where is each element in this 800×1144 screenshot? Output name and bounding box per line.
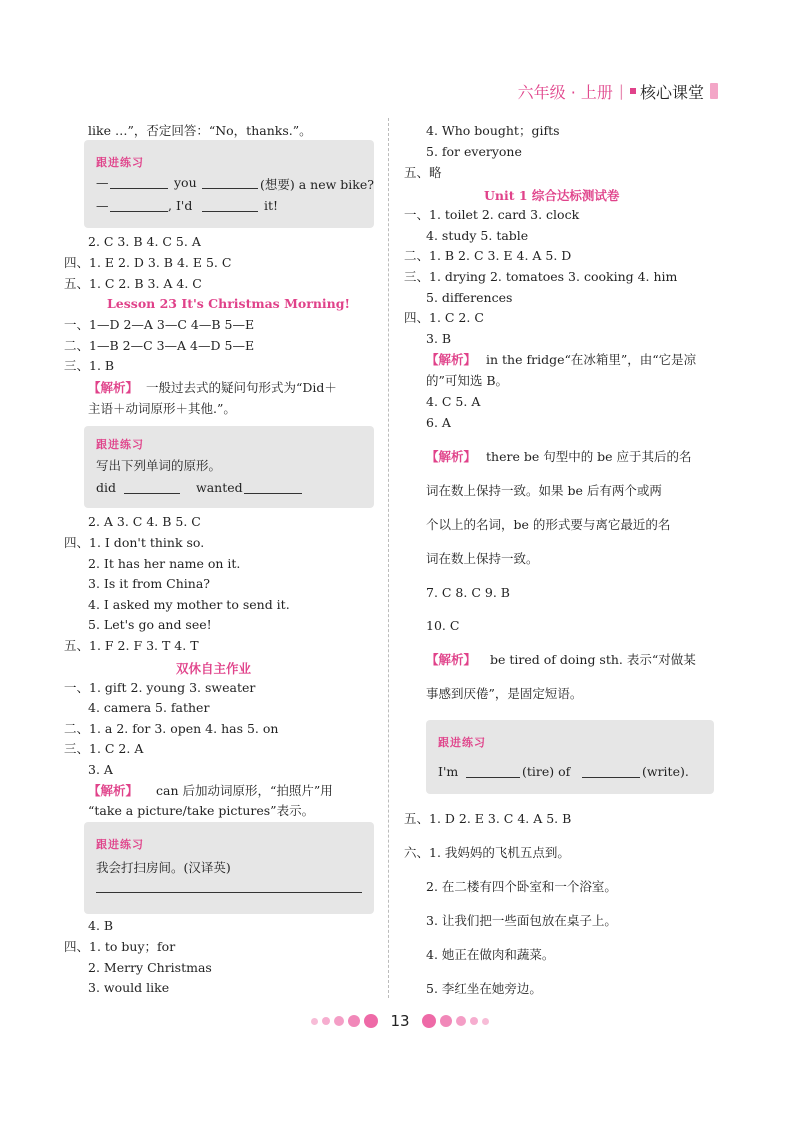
answer-line: 三、1. drying 2. tomatoes 3. cooking 4. him	[404, 269, 678, 284]
practice-line: (tire) of	[522, 764, 571, 779]
practice-line: (想要) a new bike?	[260, 177, 374, 192]
dot-icon	[364, 1014, 378, 1028]
answer-blank[interactable]	[96, 892, 362, 893]
answer-blank[interactable]	[466, 777, 520, 778]
header-bar-icon	[710, 83, 718, 99]
answer-line: 五、1. F 2. F 3. T 4. T	[64, 638, 199, 653]
answer-line: 四、1. I don't think so.	[64, 535, 205, 550]
answer-line: 一、1—D 2—A 3—C 4—B 5—E	[64, 317, 255, 332]
answer-line: 2. Merry Christmas	[88, 960, 212, 975]
answer-line: 2. It has her name on it.	[88, 556, 241, 571]
answer-line: 一般过去式的疑问句形式为“Did＋	[146, 380, 337, 395]
practice-box-3	[84, 822, 374, 914]
practice-box-title: 跟进练习	[438, 736, 486, 749]
answer-line: 六、1. 我妈妈的飞机五点到。	[404, 845, 570, 860]
answer-line: 二、1. B 2. C 3. E 4. A 5. D	[404, 248, 572, 263]
answer-line: 4. Who bought；gifts	[426, 123, 560, 138]
answer-line: “take a picture/take pictures”表示。	[88, 803, 315, 818]
answer-line: 3. A	[88, 762, 113, 777]
answer-line: 词在数上保持一致。	[426, 551, 539, 566]
answer-line: 五、1. D 2. E 3. C 4. A 5. B	[404, 811, 572, 826]
answer-line: 6. A	[426, 415, 451, 430]
answer-blank[interactable]	[124, 493, 180, 494]
practice-line: did	[96, 480, 117, 495]
practice-line: —	[96, 198, 109, 213]
answer-line: 二、1. a 2. for 3. open 4. has 5. on	[64, 721, 279, 736]
dot-icon	[440, 1015, 452, 1027]
answer-line: 5. differences	[426, 290, 513, 305]
answer-line: 3. 让我们把一些面包放在桌子上。	[426, 913, 617, 928]
section-heading: Unit 1 综合达标测试卷	[484, 188, 620, 203]
dot-icon	[482, 1018, 489, 1025]
header-separator: |	[618, 82, 624, 100]
answer-blank[interactable]	[244, 493, 302, 494]
answer-line: 二、1—B 2—C 3—A 4—D 5—E	[64, 338, 255, 353]
section-heading: 双休自主作业	[176, 661, 252, 676]
answer-line: 5. 李红坐在她旁边。	[426, 981, 542, 996]
practice-line: , I'd	[168, 198, 193, 213]
answer-line: 一、1. gift 2. young 3. sweater	[64, 680, 256, 695]
answer-line: like …”，否定回答：“No，thanks.”。	[88, 123, 312, 138]
answer-line: 3. B	[426, 331, 452, 346]
answer-line: 7. C 8. C 9. B	[426, 585, 510, 600]
answer-line: 4. I asked my mother to send it.	[88, 597, 290, 612]
answer-line: 主语＋动词原形＋其他.”。	[88, 401, 236, 416]
dot-icon	[322, 1017, 330, 1025]
answer-line: 2. C 3. B 4. C 5. A	[88, 234, 201, 249]
answer-line: 5. for everyone	[426, 144, 522, 159]
practice-box-title: 跟进练习	[96, 838, 144, 851]
analysis-tag: 【解析】	[426, 352, 477, 367]
analysis-tag: 【解析】	[426, 449, 477, 464]
answer-line: 3. Is it from China?	[88, 576, 210, 591]
practice-line: 我会打扫房间。(汉译英)	[96, 860, 231, 875]
practice-line: you	[174, 175, 197, 190]
practice-box-title: 跟进练习	[96, 438, 144, 451]
answer-line: there be 句型中的 be 应于其后的名	[486, 449, 692, 464]
answer-line: 4. C 5. A	[426, 394, 481, 409]
answer-blank[interactable]	[582, 777, 640, 778]
practice-line: —	[96, 175, 109, 190]
analysis-tag: 【解析】	[426, 652, 477, 667]
answer-line: 4. 她正在做肉和蔬菜。	[426, 947, 555, 962]
answer-line: in the fridge“在冰箱里”，由“它是凉	[486, 352, 697, 367]
answer-line: 三、1. B	[64, 358, 115, 373]
header-title: 核心课堂	[639, 82, 704, 102]
answer-line: 三、1. C 2. A	[64, 741, 144, 756]
header-square-icon	[630, 88, 636, 94]
practice-box-4	[426, 720, 714, 794]
page-header	[518, 80, 718, 102]
header-grade: 六年级 · 上册	[517, 82, 613, 102]
answer-line: 四、1. to buy；for	[64, 939, 176, 954]
answer-blank[interactable]	[110, 211, 168, 212]
answer-line: 一、1. toilet 2. card 3. clock	[404, 207, 580, 222]
answer-line: 五、1. C 2. B 3. A 4. C	[64, 276, 202, 291]
practice-box-1	[84, 140, 374, 228]
analysis-tag: 【解析】	[88, 380, 139, 395]
answer-line: 4. camera 5. father	[88, 700, 210, 715]
answer-line: 个以上的名词，be 的形式要与离它最近的名	[426, 517, 671, 532]
dot-icon	[470, 1017, 478, 1025]
answer-line: 2. 在二楼有四个卧室和一个浴室。	[426, 879, 617, 894]
practice-line: it!	[264, 198, 279, 213]
dot-icon	[422, 1014, 436, 1028]
answer-line: 的”可知选 B。	[426, 373, 509, 388]
answer-line: 事感到厌倦”，是固定短语。	[426, 686, 583, 701]
dot-icon	[348, 1015, 360, 1027]
answer-line: 2. A 3. C 4. B 5. C	[88, 514, 201, 529]
answer-line: 10. C	[426, 618, 460, 633]
page-footer	[0, 1012, 800, 1030]
answer-line: be tired of doing sth. 表示“对做某	[490, 652, 696, 667]
dot-icon	[456, 1016, 466, 1026]
analysis-tag: 【解析】	[88, 783, 139, 798]
answer-line: 5. Let's go and see!	[88, 617, 212, 632]
practice-box-title: 跟进练习	[96, 156, 144, 169]
practice-box-2	[84, 426, 374, 508]
answer-line: 4. B	[88, 918, 114, 933]
section-heading: Lesson 23 It's Christmas Morning!	[107, 296, 350, 311]
answer-blank[interactable]	[110, 188, 168, 189]
dot-icon	[334, 1016, 344, 1026]
answer-line: 四、1. C 2. C	[404, 310, 484, 325]
answer-line: 词在数上保持一致。如果 be 后有两个或两	[426, 483, 662, 498]
dot-icon	[311, 1018, 318, 1025]
answer-blank[interactable]	[202, 211, 258, 212]
column-divider	[388, 118, 389, 998]
practice-line: I'm	[438, 764, 459, 779]
answer-line: 四、1. E 2. D 3. B 4. E 5. C	[64, 255, 232, 270]
practice-line: 写出下列单词的原形。	[96, 458, 222, 473]
answer-blank[interactable]	[202, 188, 258, 189]
answer-line: 3. would like	[88, 980, 170, 995]
practice-line: (write).	[642, 764, 689, 779]
answer-line: 五、略	[404, 165, 442, 180]
answer-line: can 后加动词原形，“拍照片”用	[156, 783, 333, 798]
page-number: 13	[390, 1012, 410, 1030]
answer-line: 4. study 5. table	[426, 228, 529, 243]
practice-line: wanted	[196, 480, 243, 495]
